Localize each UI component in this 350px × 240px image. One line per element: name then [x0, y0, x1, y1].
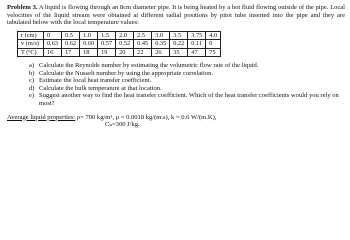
table-row-label: v (m/s) [18, 40, 44, 48]
table-cell: 19 [98, 48, 116, 56]
table-cell: 0 [206, 40, 221, 48]
question-text: Suggest another way to find the heat transfer coefficient. Which of the heat transfer coefficients would you rely on most? [39, 92, 339, 107]
table-cell: 0.52 [116, 40, 134, 48]
table-cell: 0.60 [80, 40, 98, 48]
table-row-label: r (cm) [18, 31, 44, 39]
table-row [18, 31, 221, 39]
velocity-temperature-table [17, 31, 221, 57]
question-text: Estimate the local heat transfer coefficient. [39, 77, 152, 85]
problem-text: A liquid is flowing through an 8cm diameter pipe. It is being heated by a hot fluid flowing outside of the pipe. Local velocities of the liquid stream were obtained at different radial positions by pitot tube inserted into the pipe and they are tabulated below with the local temperature values: [7, 4, 345, 27]
table-cell: 0.45 [134, 40, 152, 48]
question-text: Calculate the bulk temperature at that location. [39, 84, 162, 92]
table-cell: 0.62 [62, 40, 80, 48]
table-cell: 0 [44, 31, 62, 39]
question-letter: e) [29, 92, 35, 100]
question-letter: c) [29, 77, 35, 85]
table-cell: 20 [116, 48, 134, 56]
table-row [18, 48, 221, 56]
table-cell: 22 [134, 48, 152, 56]
problem-statement [7, 4, 345, 27]
table-cell: 26 [152, 48, 170, 56]
table-cell: 0.11 [188, 40, 206, 48]
question-item [29, 92, 345, 107]
document-page [7, 4, 345, 129]
table-cell: 16 [44, 48, 62, 56]
question-item [29, 62, 345, 70]
table-cell: 2.5 [134, 31, 152, 39]
table-cell: 2.0 [116, 31, 134, 39]
table-cell: 0.35 [152, 40, 170, 48]
table-cell: 3.75 [188, 31, 206, 39]
question-item [29, 77, 345, 85]
properties-line1: ρ= 700 kg/m³, μ = 0.0018 kg/(m.s), k = 0.6 W/(m.K), [75, 113, 217, 121]
properties-label: Average liquid properties: [7, 113, 76, 121]
table-cell: 0.22 [170, 40, 188, 48]
table-cell: 35 [170, 48, 188, 56]
table-cell: 3.5 [170, 31, 188, 39]
question-list [7, 62, 345, 108]
question-letter: a) [29, 61, 35, 69]
table-cell: 1.0 [80, 31, 98, 39]
liquid-properties [7, 114, 345, 130]
problem-title: Problem 3. [7, 4, 38, 11]
properties-line2: Cₚ=300 J/kg. [105, 121, 140, 129]
question-text: Calculate the Nusselt number by using the appropriate correlation. [39, 69, 213, 77]
table-cell: 0.63 [44, 40, 62, 48]
question-letter: d) [29, 84, 35, 92]
table-cell: 4.0 [206, 31, 221, 39]
table-cell: 17 [62, 48, 80, 56]
table-cell: 1.5 [98, 31, 116, 39]
table-cell: 3.0 [152, 31, 170, 39]
table-cell: 18 [80, 48, 98, 56]
table-row-label: T (ºC) [18, 48, 44, 56]
question-item [29, 70, 345, 78]
question-letter: b) [29, 69, 35, 77]
table-row [18, 40, 221, 48]
table-cell: 0.5 [62, 31, 80, 39]
table-cell: 47 [188, 48, 206, 56]
table-cell: 0.57 [98, 40, 116, 48]
table-cell: 75 [206, 48, 221, 56]
question-item [29, 85, 345, 93]
question-text: Calculate the Reynolds number by estimating the volumetric flow rate of the liquid. [39, 61, 259, 69]
